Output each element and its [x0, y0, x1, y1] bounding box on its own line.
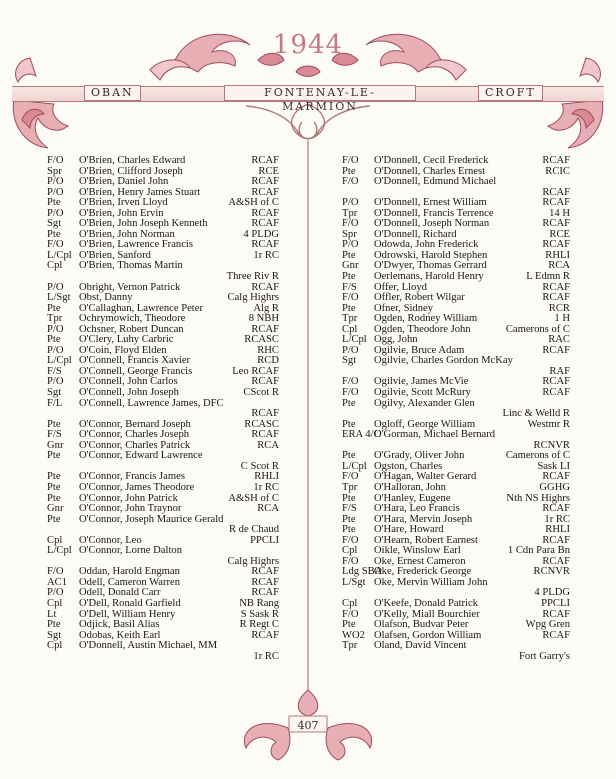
- casualty-rank: L/Cpl: [47, 355, 72, 367]
- casualty-name: O'Halloran, John: [374, 481, 446, 493]
- casualty-name: O'Connor, Charles Patrick: [79, 439, 191, 451]
- casualty-name: Olafson, Budvar Peter: [374, 619, 469, 631]
- casualty-name: O'Donnell, Richard: [374, 228, 457, 240]
- casualty-name: O'Brien, John Joseph Kenneth: [79, 218, 208, 230]
- casualty-entry: [342, 177, 570, 188]
- casualty-rank: P/O: [342, 344, 359, 356]
- casualty-unit: R de Chaud: [228, 524, 279, 536]
- casualty-name: O'Connell, Francis Xavier: [79, 355, 191, 367]
- casualty-unit: RCAF: [251, 376, 279, 388]
- casualty-rank: F/O: [47, 155, 64, 166]
- casualty-name: Odell, Cameron Warren: [79, 576, 181, 588]
- casualty-name: O'Connell, Lawrence James, DFC: [79, 397, 224, 409]
- casualty-rank: Cpl: [47, 597, 63, 609]
- casualty-name: O'Brien, Irven Lloyd: [79, 197, 168, 209]
- casualty-rank: L/Cpl: [47, 249, 72, 261]
- casualty-unit: Calg Highrs: [227, 292, 279, 304]
- casualty-rank: Pte: [342, 492, 356, 504]
- casualty-rank: F/O: [342, 471, 359, 483]
- casualty-unit: RHLI: [545, 249, 570, 261]
- casualty-unit: RAF: [549, 365, 570, 377]
- casualty-rank: Gnr: [47, 503, 64, 515]
- casualty-name: O'Connor, Charles Joseph: [79, 429, 190, 441]
- casualty-unit: S Sask R: [240, 608, 279, 620]
- casualty-name: O'Keefe, Donald Patrick: [374, 597, 478, 609]
- casualty-rank: Cpl: [47, 640, 63, 652]
- casualty-name: O'Dell, William Henry: [79, 608, 176, 620]
- casualty-name: O'Connor, John Traynor: [79, 503, 182, 515]
- casualty-unit: RCAF: [251, 176, 279, 188]
- casualty-unit: RCAF: [251, 629, 279, 641]
- casualty-unit: A&SH of C: [228, 492, 279, 504]
- casualty-unit: RCAF: [251, 218, 279, 230]
- casualty-unit: RCAF: [542, 376, 570, 388]
- casualty-name: O'Grady, Oliver John: [374, 450, 465, 462]
- casualty-name: O'Callaghan, Lawrence Peter: [79, 302, 203, 314]
- casualty-name: O'Hanley, Eugene: [374, 492, 451, 504]
- casualty-unit: RCAF: [542, 239, 570, 251]
- casualty-name: Ogilvie, James McVie: [374, 376, 469, 388]
- casualty-name: O'Donnell, Joseph Norman: [374, 218, 490, 230]
- casualty-name: O'Clery, Luhy Carbric: [79, 334, 174, 346]
- banner-center-label: FONTENAY-LE-MARMION: [224, 85, 416, 101]
- casualty-rank: Cpl: [342, 323, 358, 335]
- casualty-rank: Pte: [47, 302, 61, 314]
- casualty-rank: AC1: [47, 576, 68, 588]
- casualty-rank: WO2: [342, 629, 365, 641]
- casualty-entry: [47, 599, 279, 610]
- casualty-name: O'Brien, Henry James Stuart: [79, 186, 201, 198]
- casualty-unit: RCAF: [542, 218, 570, 230]
- casualty-name: Oke, Frederick George: [374, 566, 472, 578]
- casualty-name: O'Coin, Floyd Elden: [79, 344, 167, 356]
- casualty-name: Offer, Lloyd: [374, 281, 427, 293]
- casualty-unit: RCAF: [542, 555, 570, 567]
- casualty-name: O'Connor, Lorne Dalton: [79, 545, 182, 557]
- casualty-rank: Pte: [342, 619, 356, 631]
- casualty-rank: F/O: [342, 292, 359, 304]
- casualty-name: Ogilvie, Scott McRury: [374, 387, 471, 399]
- casualty-name: O'Donnell, Charles Ernest: [374, 165, 486, 177]
- casualty-name: O'Kelly, Miall Bourchier: [374, 608, 480, 620]
- casualty-rank: Pte: [342, 165, 356, 177]
- casualty-unit: RCAF: [251, 207, 279, 219]
- casualty-name: Oland, David Vincent: [374, 640, 467, 652]
- casualty-unit: RCAF: [251, 281, 279, 293]
- casualty-name: Ogden, Rodney William: [374, 313, 478, 325]
- casualty-name: Obst, Danny: [79, 292, 133, 304]
- casualty-rank: Pte: [342, 450, 356, 462]
- casualty-unit: RHLI: [254, 471, 279, 483]
- casualty-unit: Wpg Gren: [525, 619, 570, 631]
- casualty-rank: Sgt: [47, 387, 62, 399]
- casualty-rank: F/O: [342, 555, 359, 567]
- casualty-unit: Fort Garry's: [518, 650, 570, 662]
- casualty-rank: F/S: [47, 429, 62, 441]
- casualty-unit: 4 PLDG: [534, 587, 570, 599]
- casualty-name: O'Donnell, Austin Michael, MM: [79, 640, 218, 652]
- casualty-name: O'Brien, John Ervin: [79, 207, 164, 219]
- left-name-column: [47, 156, 279, 662]
- casualty-rank: Pte: [47, 418, 61, 430]
- casualty-unit: RCA: [257, 503, 279, 515]
- page-number: 407: [297, 719, 319, 732]
- banner-left-label: OBAN: [84, 85, 141, 101]
- casualty-rank: Tpr: [342, 207, 358, 219]
- casualty-rank: P/O: [47, 207, 64, 219]
- casualty-unit: NB Rang: [239, 597, 279, 609]
- casualty-name: O'Donnell, Edmund Michael: [374, 176, 497, 188]
- casualty-entry: [342, 652, 570, 663]
- casualty-rank: Pte: [47, 197, 61, 209]
- casualty-rank: F/L: [47, 397, 63, 409]
- casualty-rank: F/O: [342, 608, 359, 620]
- casualty-rank: L/Sgt: [342, 576, 366, 588]
- casualty-name: Oikle, Winslow Earl: [374, 545, 461, 557]
- casualty-unit: RCAF: [542, 629, 570, 641]
- casualty-rank: P/O: [47, 176, 64, 188]
- casualty-rank: F/O: [342, 155, 359, 166]
- casualty-rank: Gnr: [342, 260, 359, 272]
- banner-right-label: CROFT: [478, 85, 543, 101]
- casualty-unit: RCNVR: [533, 566, 570, 578]
- casualty-rank: Pte: [342, 302, 356, 314]
- casualty-name: Ogilvie, Charles Gordon McKay: [374, 355, 513, 367]
- casualty-rank: Pte: [342, 271, 356, 283]
- casualty-rank: Tpr: [47, 313, 63, 325]
- casualty-unit: RCASC: [244, 418, 279, 430]
- casualty-rank: Cpl: [342, 597, 358, 609]
- casualty-rank: Cpl: [342, 545, 358, 557]
- casualty-entry: [47, 272, 279, 283]
- casualty-entry: [342, 599, 570, 610]
- casualty-unit: 4 PLDG: [243, 228, 279, 240]
- casualty-name: Oke, Ernest Cameron: [374, 555, 466, 567]
- casualty-entry: [342, 483, 570, 494]
- casualty-unit: RCAF: [251, 323, 279, 335]
- casualty-unit: Linc & Welld R: [502, 408, 570, 420]
- casualty-rank: Pte: [342, 524, 356, 536]
- casualty-unit: Nth NS Highrs: [506, 492, 570, 504]
- casualty-name: O'Hare, Howard: [374, 524, 444, 536]
- casualty-rank: Cpl: [47, 260, 63, 272]
- casualty-rank: Tpr: [342, 481, 358, 493]
- casualty-name: O'Connell, George Francis: [79, 365, 193, 377]
- casualty-name: Ogilvy, Alexander Glen: [374, 397, 475, 409]
- casualty-unit: 1r RC: [253, 481, 279, 493]
- casualty-unit: RCAF: [251, 186, 279, 198]
- casualty-unit: 1 Cdn Para Bn: [507, 545, 570, 557]
- casualty-rank: L/Sgt: [47, 292, 71, 304]
- casualty-rank: Pte: [342, 249, 356, 261]
- casualty-entry: [47, 652, 279, 663]
- casualty-entry: [47, 399, 279, 410]
- casualty-unit: RCAF: [251, 587, 279, 599]
- casualty-unit: PPCLI: [541, 597, 570, 609]
- casualty-unit: Leo RCAF: [232, 365, 279, 377]
- casualty-unit: RCNVR: [533, 439, 570, 451]
- casualty-unit: RCAF: [542, 344, 570, 356]
- casualty-rank: F/O: [47, 239, 64, 251]
- casualty-unit: Alg R: [253, 302, 279, 314]
- casualty-name: O'Brien, Charles Edward: [79, 155, 186, 166]
- casualty-rank: Pte: [342, 418, 356, 430]
- casualty-unit: RCAF: [542, 197, 570, 209]
- casualty-unit: RCD: [257, 355, 279, 367]
- casualty-rank: L/Cpl: [342, 460, 367, 472]
- casualty-rank: Pte: [47, 619, 61, 631]
- casualty-rank: Sgt: [47, 218, 62, 230]
- casualty-rank: P/O: [47, 376, 64, 388]
- casualty-name: Ogg, John: [374, 334, 418, 346]
- casualty-unit: RCAF: [251, 408, 279, 420]
- casualty-unit: A&SH of C: [228, 197, 279, 209]
- casualty-rank: P/O: [47, 587, 64, 599]
- casualty-rank: Sgt: [342, 355, 357, 367]
- casualty-unit: RCAF: [251, 429, 279, 441]
- casualty-unit: RCAF: [251, 566, 279, 578]
- casualty-name: O'Donnell, Ernest William: [374, 197, 487, 209]
- casualty-rank: Gnr: [47, 439, 64, 451]
- casualty-unit: L Edmn R: [526, 271, 570, 283]
- casualty-unit: RCR: [548, 302, 570, 314]
- casualty-unit: 1r RC: [544, 513, 570, 525]
- casualty-name: O'Donnell, Cecil Frederick: [374, 155, 489, 166]
- casualty-rank: Tpr: [342, 640, 358, 652]
- casualty-unit: 14 H: [549, 207, 570, 219]
- casualty-unit: Sask LI: [537, 460, 570, 472]
- casualty-unit: RCA: [257, 439, 279, 451]
- casualty-unit: RCAF: [542, 503, 570, 515]
- casualty-unit: GGHG: [539, 481, 570, 493]
- casualty-unit: Camerons of C: [505, 450, 570, 462]
- casualty-rank: Pte: [47, 513, 61, 525]
- casualty-unit: RCIC: [545, 165, 570, 177]
- casualty-rank: Spr: [342, 228, 357, 240]
- casualty-unit: RCAF: [542, 292, 570, 304]
- casualty-name: Ogloff, George William: [374, 418, 476, 430]
- casualty-name: O'Connor, Bernard Joseph: [79, 418, 191, 430]
- casualty-rank: Pte: [342, 397, 356, 409]
- casualty-rank: F/S: [342, 281, 357, 293]
- casualty-name: O'Connell, John Joseph: [79, 387, 179, 399]
- casualty-rank: P/O: [47, 186, 64, 198]
- casualty-unit: Westmr R: [527, 418, 570, 430]
- casualty-unit: RCAF: [542, 608, 570, 620]
- casualty-unit: 1r RC: [253, 650, 279, 662]
- casualty-entry: [47, 156, 279, 167]
- casualty-unit: R Regt C: [239, 619, 279, 631]
- casualty-name: O'Connor, John Patrick: [79, 492, 178, 504]
- casualty-name: Offler, Robert Wilgar: [374, 292, 465, 304]
- casualty-unit: RHC: [257, 344, 279, 356]
- casualty-rank: Pte: [342, 513, 356, 525]
- casualty-name: Odrowski, Harold Stephen: [374, 249, 488, 261]
- casualty-rank: F/O: [342, 218, 359, 230]
- casualty-name: O'Brien, Thomas Martin: [79, 260, 183, 272]
- casualty-name: Odowda, John Frederick: [374, 239, 479, 251]
- casualty-name: Obright, Vernon Patrick: [79, 281, 181, 293]
- casualty-name: O'Hara, Mervin Joseph: [374, 513, 473, 525]
- casualty-entry: [342, 272, 570, 283]
- casualty-rank: F/O: [342, 376, 359, 388]
- casualty-unit: RCASC: [244, 334, 279, 346]
- casualty-entry: [47, 504, 279, 515]
- casualty-unit: RCAF: [542, 186, 570, 198]
- casualty-rank: Tpr: [342, 313, 358, 325]
- casualty-name: O'Gorman, Michael Bernard: [374, 429, 496, 441]
- casualty-name: O'Connor, Joseph Maurice Gerald: [79, 513, 224, 525]
- casualty-unit: RCAF: [542, 471, 570, 483]
- casualty-unit: RCAF: [542, 155, 570, 166]
- casualty-name: Oerlemans, Harold Henry: [374, 271, 484, 283]
- casualty-name: O'Brien, Daniel John: [79, 176, 169, 188]
- casualty-unit: 1 H: [554, 313, 570, 325]
- casualty-rank: Pte: [47, 471, 61, 483]
- casualty-rank: F/S: [47, 365, 62, 377]
- casualty-name: O'Brien, John Norman: [79, 228, 175, 240]
- casualty-rank: Lt: [47, 608, 57, 620]
- casualty-name: Ogston, Charles: [374, 460, 443, 472]
- casualty-rank: L/Cpl: [342, 334, 367, 346]
- casualty-name: Oke, Mervin William John: [374, 576, 488, 588]
- casualty-name: Ogden, Theodore John: [374, 323, 471, 335]
- casualty-unit: RCAF: [251, 239, 279, 251]
- casualty-rank: L/Cpl: [47, 545, 72, 557]
- casualty-unit: RCAF: [542, 534, 570, 546]
- casualty-rank: P/O: [342, 197, 359, 209]
- casualty-name: O'Connell, John Carlos: [79, 376, 178, 388]
- casualty-name: O'Hagan, Walter Gerard: [374, 471, 477, 483]
- casualty-name: O'Dwyer, Thomas Gerrard: [374, 260, 487, 272]
- casualty-rank: F/O: [342, 176, 359, 188]
- casualty-name: O'Connor, Francis James: [79, 471, 185, 483]
- casualty-rank: P/O: [47, 323, 64, 335]
- casualty-rank: Pte: [47, 334, 61, 346]
- casualty-entry: [47, 641, 279, 652]
- casualty-unit: RCAF: [542, 387, 570, 399]
- casualty-rank: ERA 4/C: [342, 429, 381, 441]
- casualty-rank: Ldg SBA: [342, 566, 383, 578]
- casualty-name: O'Dell, Ronald Garfield: [79, 597, 181, 609]
- casualty-name: O'Donnell, Francis Terrence: [374, 207, 494, 219]
- casualty-rank: P/O: [47, 344, 64, 356]
- casualty-rank: F/O: [342, 387, 359, 399]
- casualty-unit: 8 NBH: [248, 313, 279, 325]
- casualty-unit: 1r RC: [253, 249, 279, 261]
- casualty-rank: Sgt: [47, 629, 62, 641]
- casualty-rank: Cpl: [47, 534, 63, 546]
- casualty-name: O'Brien, Clifford Joseph: [79, 165, 183, 177]
- casualty-unit: Camerons of C: [505, 323, 570, 335]
- casualty-rank: Pte: [47, 228, 61, 240]
- casualty-unit: PPCLI: [250, 534, 279, 546]
- casualty-name: O'Hara, Leo Francis: [374, 503, 460, 515]
- casualty-unit: RCAF: [251, 155, 279, 166]
- casualty-rank: F/O: [342, 534, 359, 546]
- casualty-entry: [342, 356, 570, 367]
- casualty-unit: RCE: [549, 228, 570, 240]
- casualty-unit: CScot R: [243, 387, 279, 399]
- place-banner: [12, 82, 604, 113]
- casualty-rank: F/S: [342, 503, 357, 515]
- casualty-name: Odell, Donald Carr: [79, 587, 161, 599]
- casualty-unit: RCAF: [542, 281, 570, 293]
- casualty-unit: RCA: [548, 260, 570, 272]
- casualty-entry: [342, 504, 570, 515]
- casualty-name: O'Hearn, Robert Earnest: [374, 534, 478, 546]
- casualty-rank: Pte: [47, 450, 61, 462]
- casualty-name: O'Connor, Edward Lawrence: [79, 450, 203, 462]
- casualty-name: Ofner, Sidney: [374, 302, 434, 314]
- casualty-rank: F/O: [47, 566, 64, 578]
- casualty-unit: RAC: [548, 334, 570, 346]
- casualty-unit: C Scot R: [240, 460, 279, 472]
- casualty-rank: Pte: [47, 492, 61, 504]
- casualty-entry: [342, 388, 570, 399]
- casualty-name: O'Brien, Sanford: [79, 249, 151, 261]
- casualty-rank: Spr: [47, 165, 62, 177]
- casualty-rank: P/O: [47, 281, 64, 293]
- year-heading: 1944: [272, 30, 344, 60]
- casualty-name: Odjick, Basil Alias: [79, 619, 160, 631]
- casualty-unit: RHLI: [545, 524, 570, 536]
- casualty-name: Olafsen, Gordon William: [374, 629, 482, 641]
- casualty-rank: Pte: [47, 481, 61, 493]
- casualty-name: O'Brien, Lawrence Francis: [79, 239, 193, 251]
- casualty-name: O'Connor, Leo: [79, 534, 142, 546]
- casualty-unit: RCAF: [251, 576, 279, 588]
- casualty-name: Oddan, Harold Engman: [79, 566, 180, 578]
- casualty-unit: Calg Highrs: [227, 555, 279, 567]
- casualty-rank: P/O: [342, 239, 359, 251]
- casualty-unit: Three Riv R: [226, 271, 279, 283]
- casualty-name: Ochrymowich, Theodore: [79, 313, 186, 325]
- casualty-entry: [47, 483, 279, 494]
- casualty-name: Ochsner, Robert Duncan: [79, 323, 184, 335]
- casualty-entry: [342, 156, 570, 167]
- casualty-unit: RCE: [258, 165, 279, 177]
- casualty-name: Ogilvie, Bruce Adam: [374, 344, 465, 356]
- casualty-entry: [47, 388, 279, 399]
- casualty-name: Odobas, Keith Earl: [79, 629, 161, 641]
- right-name-column: [342, 156, 570, 662]
- casualty-name: O'Connor, James Theodore: [79, 481, 195, 493]
